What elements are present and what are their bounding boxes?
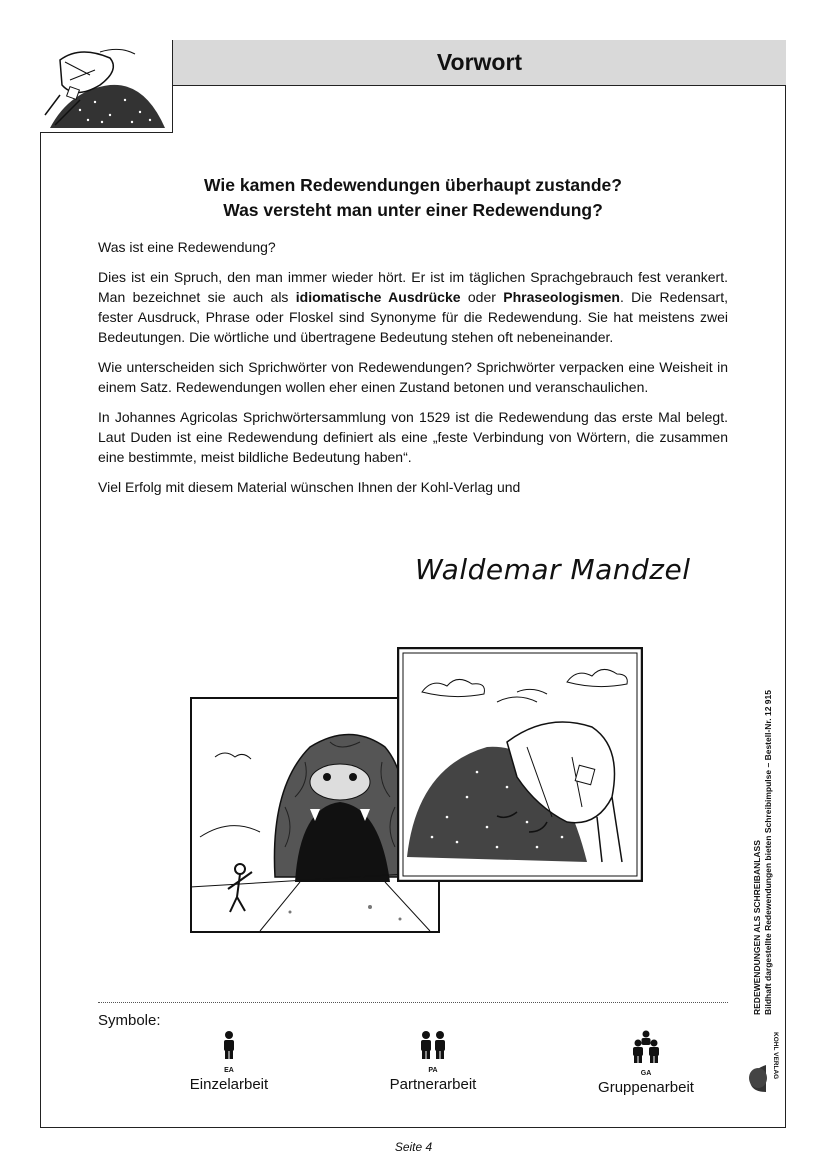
heading-line-2: Was versteht man unter einer Redewendung? (223, 200, 603, 220)
bold-term-1: idiomatische Ausdrücke (295, 289, 461, 305)
body-text (98, 237, 728, 507)
paragraph-1: Was ist eine Redewendung? (98, 239, 276, 255)
symbol-label-ea: Einzelarbeit (189, 1076, 269, 1093)
heading-line-1: Wie kamen Redewendungen überhaupt zustande? (204, 175, 622, 195)
side-caption-line-2: Bildhaft dargestellte Redewendungen bieten Schreibimpulse – Bestell-Nr. 12 915 (763, 690, 773, 1015)
dotted-separator (98, 1002, 728, 1003)
symbol-abbr-pa: PA (428, 1067, 438, 1074)
symbol-partnerarbeit (358, 1030, 508, 1093)
digging-man-illustration (397, 647, 643, 887)
symbol-einzelarbeit (154, 1030, 304, 1093)
logo-text: KOHL VERLAG (772, 1032, 779, 1080)
single-person-icon (219, 1030, 239, 1060)
side-caption-line-1: REDEWENDUNGEN ALS SCHREIBANLASS (752, 840, 762, 1015)
side-caption (752, 595, 788, 1015)
paragraph-4: In Johannes Agricolas Sprichwörtersammlung von 1529 ist die Redewendung das erste Mal belegt. Laut Duden ist eine Redewendung definiert als eine „feste Verbindung von Wörtern, die zusammen eine bestimmte, meist bildliche Bedeutung haben“. (98, 409, 728, 465)
symbol-label-pa: Partnerarbeit (389, 1076, 477, 1093)
main-heading (98, 173, 728, 223)
symbol-abbr-ga: GA (640, 1070, 652, 1077)
signature: Waldemar Mandzel (415, 553, 691, 586)
symbol-abbr-ea: EA (224, 1067, 234, 1074)
paragraph-5: Viel Erfolg mit diesem Material wünschen Ihnen der Kohl-Verlag und (98, 479, 521, 495)
bold-term-2: Phraseologismen (503, 289, 620, 305)
page-number: Seite 4 (394, 1140, 433, 1154)
two-persons-icon (418, 1030, 448, 1060)
symbols-label: Symbole: (98, 1012, 161, 1029)
symbol-label-ga: Gruppenarbeit (598, 1079, 694, 1096)
header-illustration (40, 40, 173, 133)
kohl-verlag-logo (746, 1030, 780, 1092)
symbol-gruppenarbeit (571, 1030, 721, 1096)
paragraph-2: Dies ist ein Spruch, den man immer wieder hört. Er ist im täglichen Sprachgebrauch fest verankert. Man bezeichnet sie auch als idiomatische Ausdrücke oder Phraseologismen. Die Redensart, fester Ausdruck, Phrase oder Floskel sind Synonyme für die Redewendung. Sie hat meistens zwei Bedeutungen. Die wörtliche und übertragene Bedeutung stehen oft nebeneinander. (98, 269, 728, 345)
title-bar (173, 40, 786, 86)
page-title: Vorwort (436, 49, 523, 75)
group-icon (631, 1030, 661, 1063)
paragraph-3: Wie unterscheiden sich Sprichwörter von Redewendungen? Sprichwörter verpacken eine Weisheit in einem Satz. Redewendungen wollen eher einen Zustand betonen und veranschaulichen. (98, 359, 728, 395)
